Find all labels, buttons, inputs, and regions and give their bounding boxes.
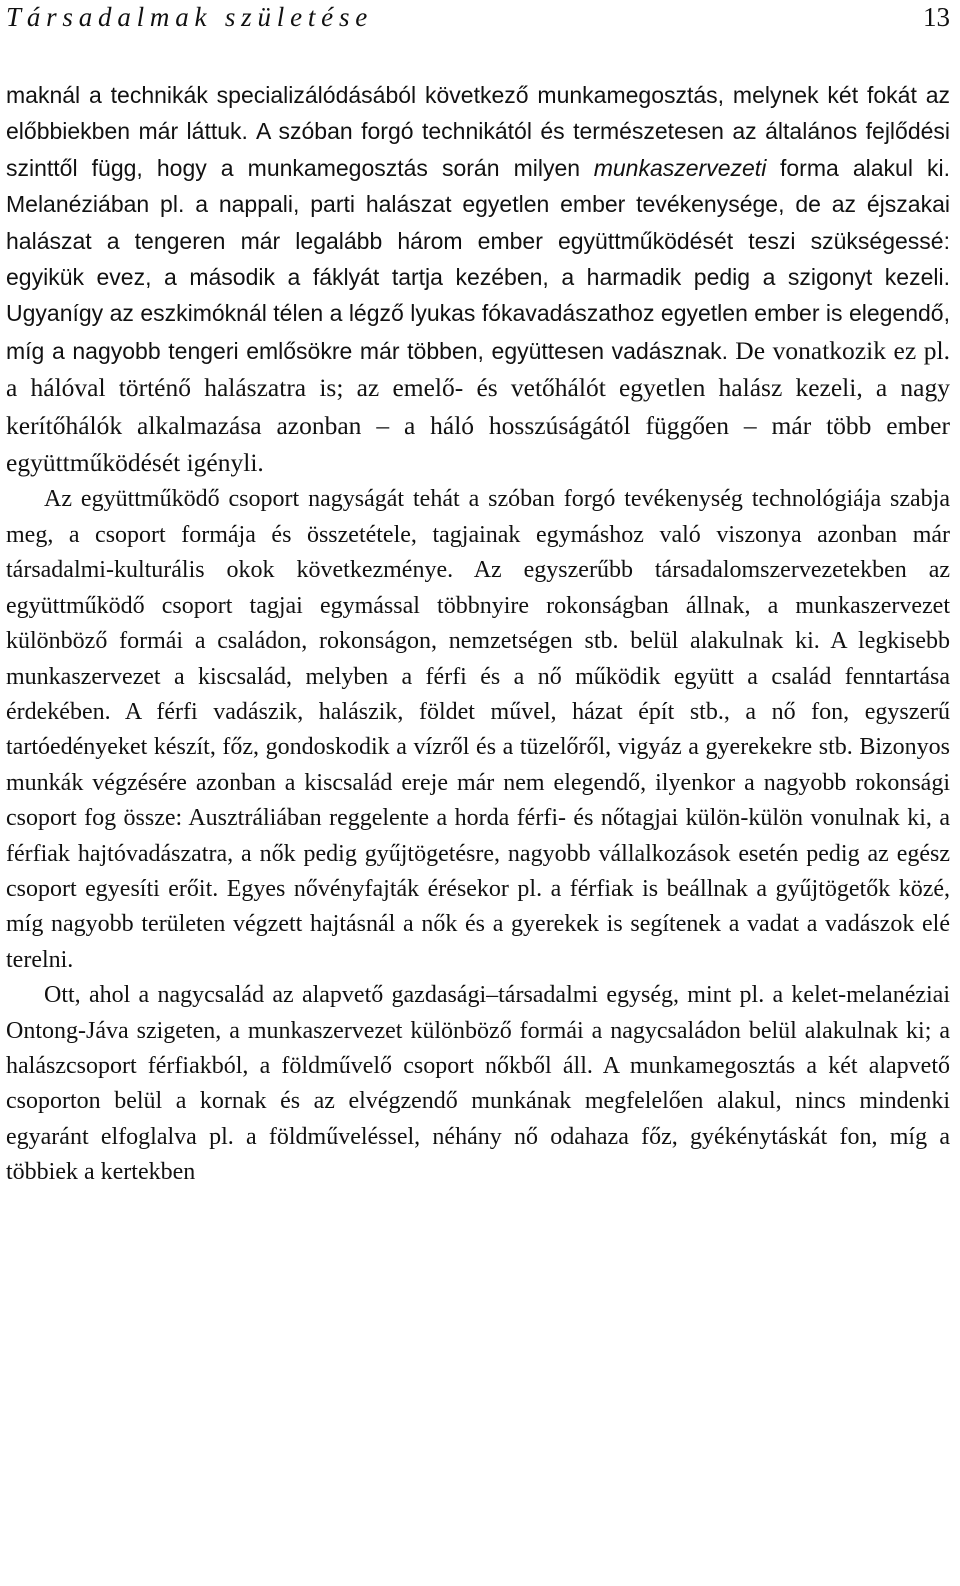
document-page xyxy=(6,0,950,1586)
page-number: 13 xyxy=(923,2,950,32)
paragraph-1-sentence-3: De vonatkozik ez pl. a hálóval történő halászatra is; az emelő- és vetőhálót egyetlen halász kezeli, a nagy kerítőhálók alkalmazása azonban – a háló hosszúságától függően – már több ember együttműködését igényli. xyxy=(6,335,950,478)
paragraph-3: Ott, ahol a nagycsalád az alapvető gazdasági–társadalmi egység, mint pl. a kelet-melanéziai Ontong-Jáva szigeten, a munkaszervezet különböző formái a nagycsaládon belül alakulnak ki; a halászcsoport férfiakból, a földművelő csoport nőkből áll. A munkamegosztás a két alapvető csoporton belül a kornak és az elvégzendő munkának megfelelően alakul, nincs mindenki egyaránt elfoglalva pl. a földműveléssel, néhány nő odahaza főz, gyékénytáskát fon, míg a többiek a kertekben xyxy=(6,982,950,1186)
running-header xyxy=(6,0,950,34)
paragraph-1 xyxy=(6,78,950,482)
body-text xyxy=(6,78,950,1191)
emphasis-term: munkaszervezeti xyxy=(593,154,767,181)
paragraph-1-sentence-2-end: forma alakul ki. Melanéziában pl. a nappali, parti halászat egyetlen ember tevékenysége, de az éjszakai halászat a tengeren már legalább három ember együttműködését teszi szükségessé: egyikük evez, a második a fáklyát tartja kezében, a harmadik pedig a szigonyt kezeli. Ugyanígy az eszkimóknál télen a légző lyukas fókavadászathoz egyetlen ember is elegendő, míg a nagyobb tengeri emlősökre már többen, együttesen vadásznak. xyxy=(6,154,950,364)
paragraph-1-sentence-2-start: A szóban forgó technikától és természetesen az általános fejlődési szinttől függ, hogy a munkamegosztás során milyen xyxy=(6,118,950,181)
paragraph-1-sentence-1: maknál a technikák specializálódásából következő munkamegosztás, melynek két fokát az előbbiekben már láttuk. xyxy=(6,82,950,145)
paragraph-2: Az együttműködő csoport nagyságát tehát a szóban forgó tevékenység technológiája szabja meg, a csoport formája és összetétele, tagjainak egymáshoz való viszonya azonban már társadalmi-kulturális okok következménye. Az egyszerűbb társadalomszervezetekben az együttműködő csoport tagjai egymással többnyire rokonságban állnak, a munkaszervezet különböző formái a családon, rokonságon, nemzetségen stb. belül alakulnak ki. A legkisebb munkaszervezet a kiscsalád, melyben a férfi és a nő működik együtt a család fenntartása érdekében. A férfi vadászik, halászik, földet művel, házat épít stb., a nő fon, egyszerű tartóedényeket készít, főz, gondoskodik a vízről és a tüzelőről, vigyáz a gyerekekre stb. Bizonyos munkák végzésére azonban a kiscsalád ereje már nem elegendő, ilyenkor a nagyobb rokonsági csoport fog össze: Ausztráliában reggelente a horda férfi- és nőtagjai külön-külön vonulnak ki, a férfiak hajtóvadászatra, a nők pedig gyűjtögetésre, nagyobb vállalkozások esetén pedig az egész csoport egyesíti erőit. Egyes nővényfajták érésekor pl. a férfiak is beállnak a gyűjtögetők közé, míg nagyobb területen végzett hajtásnál a nők és a gyerekek is segítenek a vadat a vadászok elé terelni. xyxy=(6,486,950,973)
running-title: Társadalmak születése xyxy=(6,2,374,32)
